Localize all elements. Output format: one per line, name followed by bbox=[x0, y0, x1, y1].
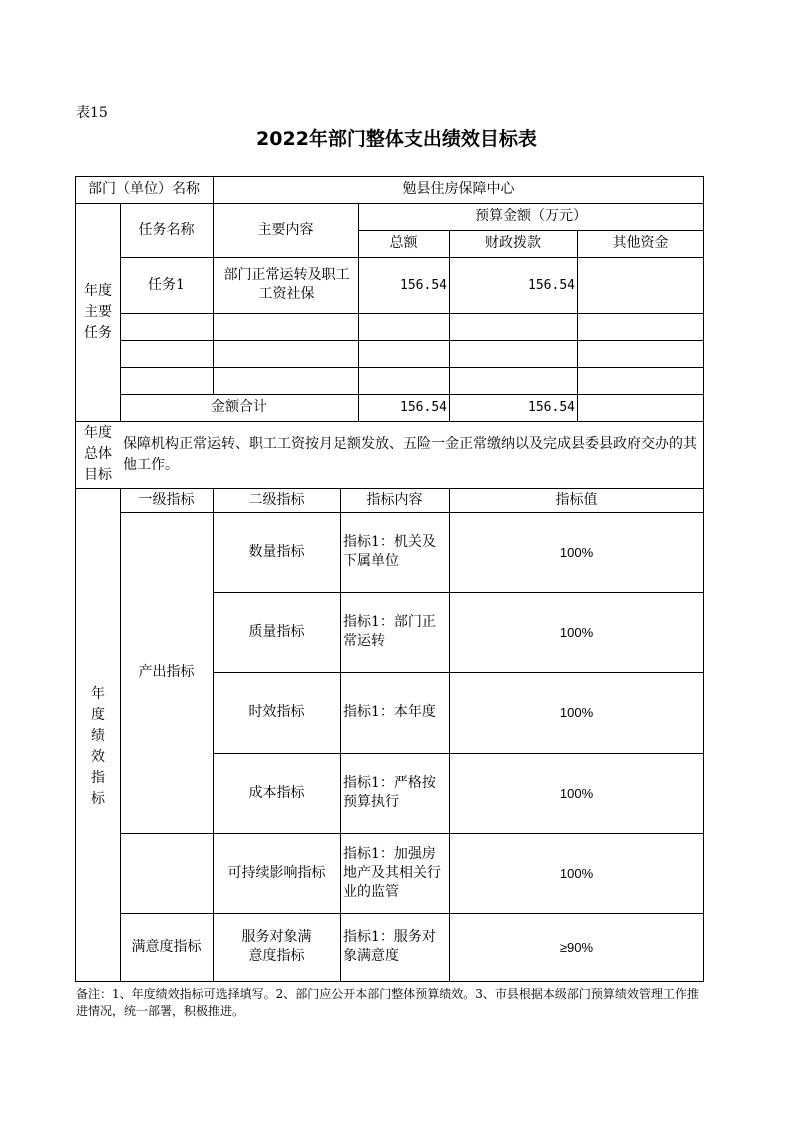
indicator-row-value: 100% bbox=[559, 785, 594, 801]
task-fiscal: 156.54 bbox=[528, 277, 575, 293]
col-main-content: 主要内容 bbox=[257, 221, 314, 238]
indicator-row-content: 指标1：服务对象满意度 bbox=[343, 929, 436, 964]
task-total: 156.54 bbox=[400, 277, 447, 293]
indicator-row-level2: 成本指标 bbox=[248, 784, 305, 801]
output-indicator-label: 产出指标 bbox=[138, 664, 195, 680]
sum-label: 金额合计 bbox=[211, 399, 267, 415]
indicator-row-value: ≥90% bbox=[559, 939, 594, 955]
annual-tasks-label: 年度主要任务 bbox=[84, 282, 112, 341]
col-task-name: 任务名称 bbox=[138, 221, 195, 238]
dept-name: 勉县住房保障中心 bbox=[402, 181, 515, 197]
indicator-row-content: 指标1：加强房地产及其相关行业的监管 bbox=[343, 845, 441, 900]
table-number: 表15 bbox=[76, 105, 108, 121]
sum-fiscal: 156.54 bbox=[528, 400, 575, 415]
indicator-row-content: 指标1：严格按预算执行 bbox=[343, 775, 436, 810]
indicator-row-content: 指标1：机关及下属单位 bbox=[343, 534, 436, 569]
col-other: 其他资金 bbox=[612, 235, 669, 251]
col-level1: 一级指标 bbox=[138, 491, 195, 508]
task-name: 任务1 bbox=[148, 276, 185, 293]
indicators-label: 年度绩效指标 bbox=[91, 685, 105, 807]
indicator-row-content: 指标1：部门正常运转 bbox=[343, 614, 436, 649]
satisfaction-indicator-label: 满意度指标 bbox=[131, 938, 202, 955]
col-content: 指标内容 bbox=[366, 491, 423, 508]
indicator-row-value: 100% bbox=[559, 865, 594, 881]
dept-label: 部门（单位）名称 bbox=[88, 181, 200, 197]
indicator-row-level2: 时效指标 bbox=[248, 704, 305, 720]
col-value: 指标值 bbox=[555, 491, 598, 508]
indicator-row-value: 100% bbox=[559, 624, 594, 640]
footnote: 备注：1、年度绩效指标可选择填写。2、部门应公开本部门整体预算绩效。3、市县根据本级部门预算绩效管理工作推进情况，统一部署，积极推进。 bbox=[76, 987, 699, 1018]
indicator-row-level2: 数量指标 bbox=[248, 543, 305, 560]
indicator-row-level2: 服务对象满意度指标 bbox=[241, 929, 312, 964]
indicator-row-content: 指标1：本年度 bbox=[343, 704, 436, 720]
col-level2: 二级指标 bbox=[248, 491, 305, 508]
sum-total: 156.54 bbox=[400, 400, 447, 415]
overall-goal-label: 年度总体目标 bbox=[84, 425, 112, 483]
task-other bbox=[577, 257, 704, 313]
indicator-row-level2: 可持续影响指标 bbox=[227, 864, 326, 881]
indicator-row-value: 100% bbox=[559, 544, 594, 560]
performance-table bbox=[75, 176, 704, 982]
indicator-row-value: 100% bbox=[559, 705, 594, 720]
overall-goal-text: 保障机构正常运转、职工工资按月足额发放、五险一金正常缴纳以及完成县委县政府交办的其他工作。 bbox=[123, 435, 697, 473]
col-budget: 预算金额（万元） bbox=[475, 208, 587, 224]
col-fiscal: 财政拨款 bbox=[485, 235, 541, 251]
indicator-row-level2: 质量指标 bbox=[248, 623, 305, 640]
task-content: 部门正常运转及职工工资社保 bbox=[223, 267, 350, 302]
page-title: 2022年部门整体支出绩效目标表 bbox=[256, 128, 537, 150]
col-total: 总额 bbox=[389, 235, 418, 251]
